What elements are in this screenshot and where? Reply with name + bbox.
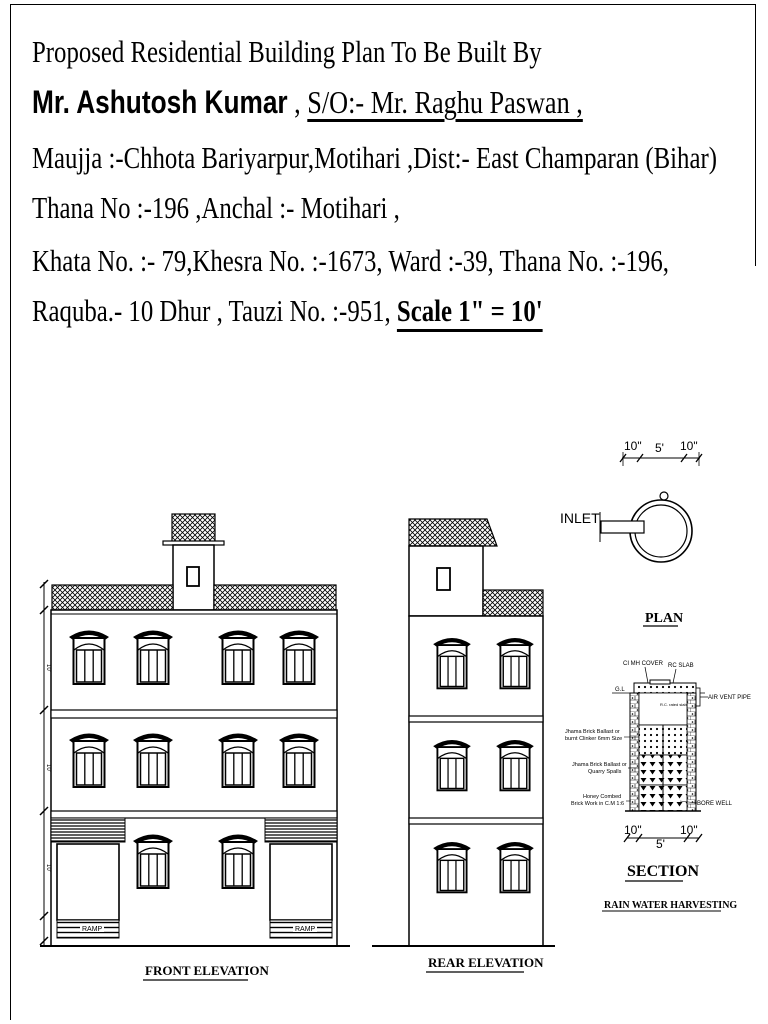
front-shop-right <box>270 844 332 920</box>
front-tower-roof <box>172 514 215 542</box>
section-vent-label: AIR VENT PIPE <box>708 695 751 701</box>
front-shutter-band-left <box>51 818 125 842</box>
rear-window <box>496 740 534 790</box>
owner-separator: , <box>287 84 308 120</box>
front-dim-label: 10' <box>45 764 51 772</box>
plan-dim-right: 10" <box>680 439 698 453</box>
plan-dim-left: 10" <box>624 439 642 453</box>
owner-relation: S/O:- Mr. Raghu Paswan , <box>307 84 583 120</box>
plan-dim-mid: 5' <box>655 441 664 455</box>
front-window <box>133 734 173 788</box>
plan-inlet-pipe <box>601 521 644 533</box>
front-window <box>218 835 258 889</box>
front-window <box>133 631 173 685</box>
rear-window <box>496 638 534 688</box>
section-chamber <box>639 693 687 725</box>
section-layer1-label-b: burnt Clinker 6mm Size <box>565 736 623 742</box>
section-dim-left: 10" <box>624 823 642 837</box>
rainwater-caption: RAIN WATER HARVESTING <box>604 900 738 911</box>
section-left-wall <box>630 693 639 811</box>
rear-window <box>433 638 471 688</box>
section-layer2-label-b: Quarry Spalls <box>588 769 622 775</box>
front-window <box>218 734 258 788</box>
section-layer2-label-a: Jhama Brick Ballast or <box>572 762 627 768</box>
front-window <box>279 734 319 788</box>
section-right-wall <box>687 693 696 811</box>
section-layer3-label-a: Honey Combed <box>583 794 622 800</box>
thana-line: Thana No :-196 ,Anchal :- Motihari , <box>32 190 400 225</box>
rear-floor-band-2 <box>409 818 543 824</box>
section-bore-label: BORE WELL <box>697 801 733 807</box>
front-ramp-label-right: RAMP <box>295 926 316 933</box>
front-ramp-label-left: RAMP <box>82 926 103 933</box>
rear-elevation <box>372 519 555 972</box>
front-floor-band-2 <box>51 811 337 818</box>
front-shop-left <box>57 844 119 920</box>
section-dim-right: 10" <box>680 823 698 837</box>
scale-text: Scale 1" = 10' <box>396 293 543 328</box>
owner-name: Mr. Ashutosh Kumar <box>32 84 288 120</box>
front-window <box>279 631 319 685</box>
rear-tower-window <box>437 568 450 590</box>
raquba-text: Raquba.- 10 Dhur , Tauzi No. :-951, <box>32 293 397 328</box>
front-parapet-right <box>214 585 336 610</box>
rear-window <box>433 842 471 892</box>
front-shutter-band-right <box>265 818 337 842</box>
section-cover-label: CI MH COVER <box>623 661 664 667</box>
front-window <box>218 631 258 685</box>
rear-tower-roof <box>409 519 497 546</box>
front-floor-band-1 <box>51 710 337 718</box>
rear-elevation-title: REAR ELEVATION <box>428 955 544 970</box>
plan-inlet-label: INLET <box>560 510 600 526</box>
front-dim-label: 10' <box>45 864 51 872</box>
address-line: Maujja :-Chhota Bariyarpur,Motihari ,Dist:- East Champaran (Bihar) <box>32 140 717 175</box>
title-line: Proposed Residential Building Plan To Be Built By <box>32 34 542 69</box>
front-tower-window <box>187 567 199 586</box>
rear-floor-band-1 <box>409 716 543 722</box>
rear-window <box>433 740 471 790</box>
section-rc-note: R.C. rated slab <box>660 702 687 707</box>
khata-line: Khata No. :- 79,Khesra No. :-1673, Ward :-39, Thana No. :-196, <box>32 243 669 278</box>
section-layer1-label-a: Jhama Brick Ballast or <box>565 729 620 735</box>
section-manhole-cover <box>650 680 670 684</box>
rain-water-harvesting <box>560 439 751 911</box>
section-title: SECTION <box>627 863 700 880</box>
rear-window <box>496 842 534 892</box>
rear-parapet <box>483 590 543 616</box>
plan-title: PLAN <box>645 611 684 626</box>
section-dim-mid: 5' <box>656 837 665 851</box>
section-slab-label: RC SLAB <box>668 663 694 669</box>
front-parapet-left <box>52 585 173 610</box>
plan-vent-hole <box>660 492 668 500</box>
front-dim-label: 10' <box>45 664 51 672</box>
front-window <box>69 631 109 685</box>
front-window <box>133 835 173 889</box>
section-gl-label: G.L <box>615 687 625 693</box>
front-window <box>69 734 109 788</box>
front-elevation-title: FRONT ELEVATION <box>145 963 269 978</box>
front-elevation <box>40 514 350 980</box>
section-layer3-label-b: Brick Work in C.M 1:6 <box>571 801 625 807</box>
